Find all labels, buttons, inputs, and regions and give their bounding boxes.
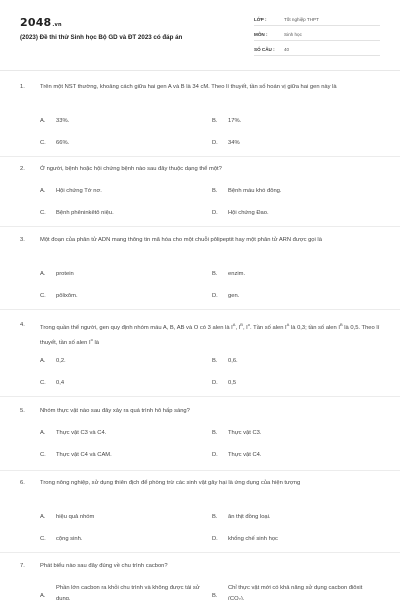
- question-number: 4.: [20, 322, 25, 328]
- option-letter: D.: [212, 452, 218, 458]
- meta-value: Sinh học: [284, 32, 302, 37]
- option-text: pôlixôm.: [56, 293, 78, 299]
- option-letter: D.: [212, 536, 218, 542]
- option-text: ăn thịt đồng loại.: [228, 514, 271, 520]
- meta-row-class: [254, 12, 380, 26]
- option-letter: B.: [212, 514, 218, 520]
- option-text: 33%.: [56, 118, 70, 124]
- option-text: 0,5: [228, 380, 237, 386]
- question-text: Một đoạn của phân tử ADN mang thông tin mã hóa cho một chuỗi pôlipeptit hay một phân tử ARN được gọi là: [40, 237, 322, 243]
- option-text: 0,4: [56, 380, 65, 386]
- question-text: Ở người, bệnh hoặc hội chứng bệnh nào sau đây thuộc dạng thể một?: [40, 166, 222, 172]
- option-letter: D.: [212, 210, 218, 216]
- option-letter: C.: [40, 452, 46, 458]
- option-letter: A.: [40, 358, 46, 364]
- document-title: (2023) Đề thi thử Sinh học Bộ GD và ĐT 2023 có đáp án: [20, 34, 183, 41]
- logo-text: 2048: [20, 16, 52, 29]
- option-text: Hội chứng Đao.: [228, 210, 269, 216]
- option-text: hiệu quả nhóm: [56, 514, 95, 520]
- option-letter: D.: [212, 293, 218, 299]
- option-letter: B.: [212, 593, 218, 599]
- option-text: Thực vật C3 và C4.: [56, 430, 107, 436]
- meta-label: MÔN :: [254, 32, 268, 37]
- question-text: Trong nông nghiệp, sử dụng thiên địch để phòng trừ các sinh vật gây hại là ứng dụng của hiện tượng: [40, 480, 301, 486]
- question-text: Nhóm thực vật nào sau đây xảy ra quá trình hô hấp sáng?: [40, 408, 190, 414]
- option-letter: B.: [212, 358, 218, 364]
- meta-row-subject: [254, 27, 380, 41]
- option-text: Phần lớn cacbon ra khỏi chu trình và không được tái sử dụng.: [56, 585, 200, 600]
- option-letter: A.: [40, 271, 46, 277]
- question-divider: [0, 226, 400, 227]
- option-letter: C.: [40, 293, 46, 299]
- question-text: Phát biểu nào sau đây đúng về chu trình cacbon?: [40, 563, 168, 569]
- option-letter: D.: [212, 380, 218, 386]
- option-text: Thực vật C4 và CAM.: [56, 452, 112, 458]
- option-text: Hội chứng Tớ nơ.: [56, 188, 102, 194]
- question-text: Trên một NST thường, khoảng cách giữa hai gen A và B là 34 cM. Theo lí thuyết, tần số hoán vị giữa hai gen này là: [40, 84, 337, 90]
- option-text: khống chế sinh học: [228, 536, 278, 542]
- logo-tld: .vn: [52, 22, 62, 28]
- question-divider: [0, 552, 400, 553]
- meta-value: 40: [284, 47, 290, 52]
- meta-value: Tốt nghiệp THPT: [284, 17, 319, 22]
- question-divider: [0, 396, 400, 397]
- option-letter: A.: [40, 430, 46, 436]
- option-text: Bệnh máu khó đông.: [228, 188, 282, 194]
- option-letter: C.: [40, 210, 46, 216]
- option-letter: B.: [212, 188, 218, 194]
- question-number: 6.: [20, 480, 25, 486]
- question-divider: [0, 309, 400, 310]
- option-text: cộng sinh.: [56, 536, 83, 542]
- question-number: 3.: [20, 237, 25, 243]
- option-text: Chỉ thực vật mới có khả năng sử dụng cacbon điôxit (CO₂).: [228, 585, 363, 600]
- option-text: Thực vật C4.: [228, 452, 262, 458]
- option-letter: B.: [212, 271, 218, 277]
- option-letter: C.: [40, 140, 46, 146]
- option-letter: C.: [40, 380, 46, 386]
- option-letter: B.: [212, 430, 218, 436]
- option-text: 66%.: [56, 140, 70, 146]
- question-number: 5.: [20, 408, 25, 414]
- meta-label: SỐ CÂU :: [254, 47, 275, 52]
- option-letter: A.: [40, 514, 46, 520]
- option-text: 0,2.: [56, 358, 66, 364]
- question-number: 1.: [20, 84, 25, 90]
- question-number: 7.: [20, 563, 25, 569]
- site-logo[interactable]: [20, 16, 62, 29]
- meta-label: LỚP :: [254, 17, 267, 22]
- option-letter: A.: [40, 593, 46, 599]
- option-text: Thực vật C3.: [228, 430, 262, 436]
- option-letter: C.: [40, 536, 46, 542]
- option-letter: D.: [212, 140, 218, 146]
- option-letter: B.: [212, 118, 218, 124]
- option-text: 0,6.: [228, 358, 238, 364]
- option-letter: A.: [40, 118, 46, 124]
- option-text: 17%.: [228, 118, 242, 124]
- document-header: [0, 0, 400, 70]
- question-divider: [0, 156, 400, 157]
- option-text: gen.: [228, 293, 240, 299]
- option-text: enzim.: [228, 271, 246, 277]
- option-text: Bệnh phêninkêtô niệu.: [56, 210, 114, 216]
- option-text: protein: [56, 271, 74, 277]
- question-divider: [0, 470, 400, 471]
- option-text: 34%: [228, 140, 240, 146]
- option-letter: A.: [40, 188, 46, 194]
- question-number: 2.: [20, 166, 25, 172]
- header-divider: [0, 70, 400, 71]
- question-text: Trong quần thể người, gen quy định nhóm máu A, B, AB và O có 3 alen là $I^A$, $I^B$, $I^o$. Tần số alen $I^A$ là 0,3; tần số alen $I^B$ là 0,5. Theo lí thuyết, tần số alen $I^o$ là: [40, 322, 380, 346]
- meta-row-count: [254, 42, 380, 56]
